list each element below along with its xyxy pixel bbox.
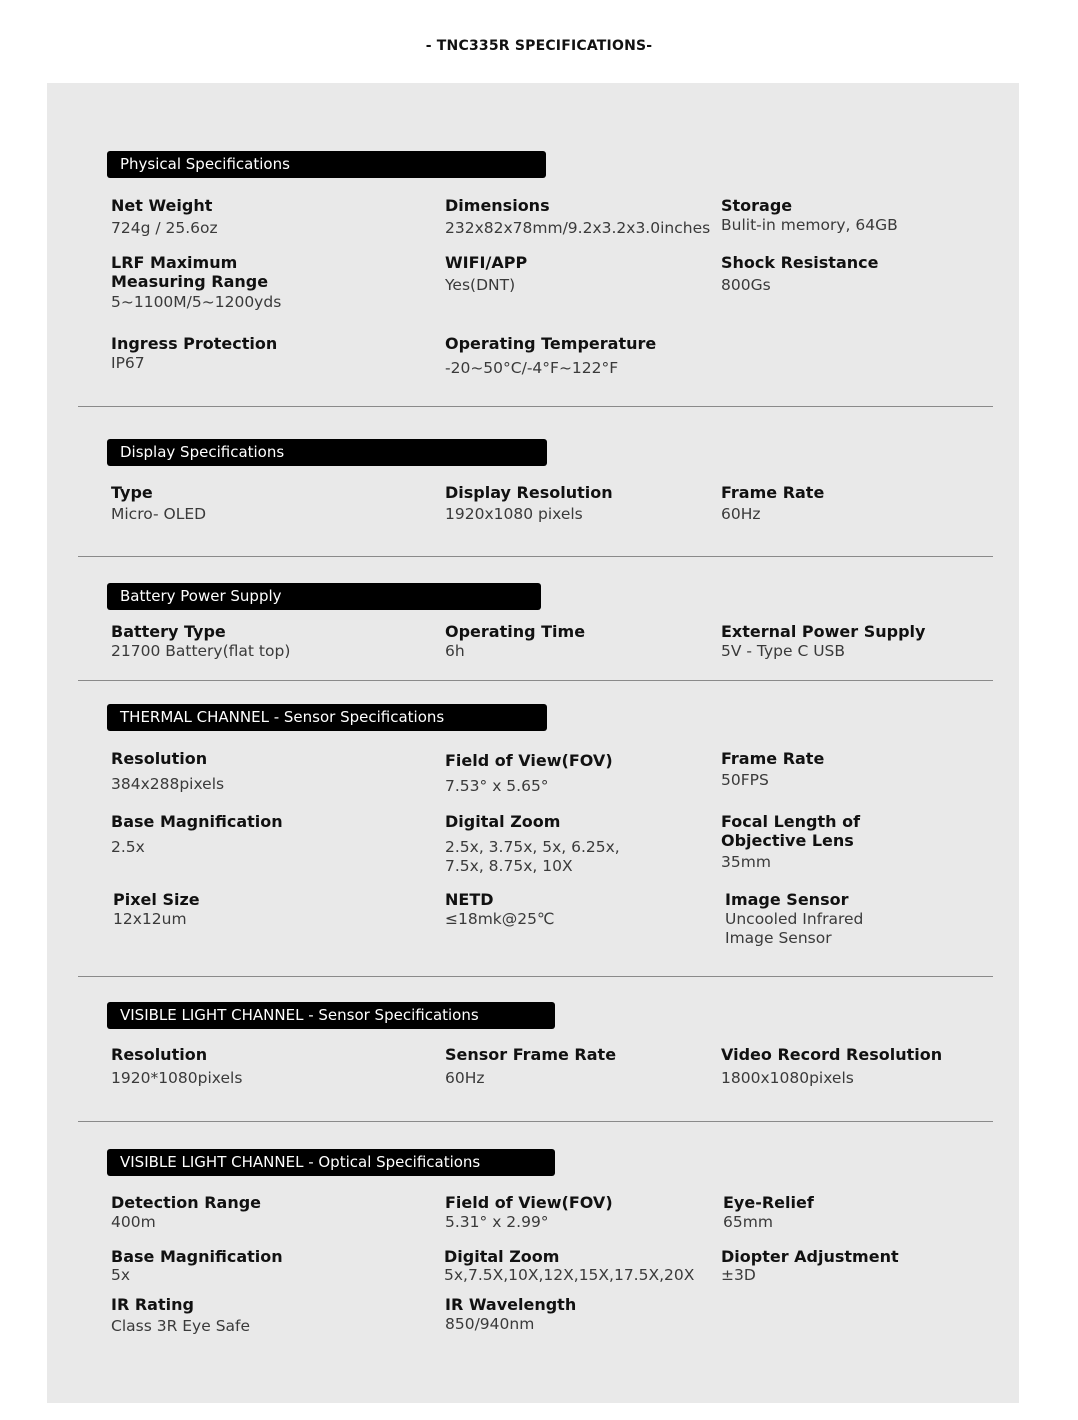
spec-value: 724g / 25.6oz	[111, 219, 218, 237]
section-divider	[78, 976, 993, 977]
spec-label: IR Rating	[111, 1295, 194, 1314]
spec-value: 7.5x, 8.75x, 10X	[445, 857, 573, 875]
spec-label: Base Magnification	[111, 812, 283, 831]
spec-value: 5.31° x 2.99°	[445, 1213, 549, 1231]
spec-value: 400m	[111, 1213, 156, 1231]
spec-thermal-focal-length	[721, 812, 860, 872]
spec-value: Yes(DNT)	[445, 276, 516, 294]
spec-value: 1920x1080 pixels	[445, 505, 583, 523]
spec-label: Display Resolution	[445, 483, 613, 502]
spec-label: Sensor Frame Rate	[445, 1045, 617, 1064]
page-title: - TNC335R SPECIFICATIONS-	[425, 38, 653, 54]
spec-ingress-protection	[111, 334, 277, 373]
spec-value: 60Hz	[445, 1069, 485, 1087]
spec-value: 5x	[111, 1266, 131, 1284]
spec-label: Pixel Size	[113, 890, 200, 909]
spec-value: Uncooled Infrared	[725, 910, 864, 928]
spec-label: Net Weight	[111, 196, 213, 215]
spec-label: Operating Time	[445, 622, 586, 641]
spec-thermal-resolution	[111, 749, 224, 794]
spec-label: Focal Length of	[721, 812, 861, 831]
spec-visible-sensor-frame-rate	[445, 1045, 616, 1088]
spec-label: Detection Range	[111, 1193, 262, 1212]
spec-label: Dimensions	[445, 196, 550, 215]
section-header-thermal: THERMAL CHANNEL - Sensor Specifications	[107, 704, 547, 731]
spec-value: 232x82x78mm/9.2x3.2x3.0inches	[445, 219, 711, 237]
spec-value: 384x288pixels	[111, 775, 225, 793]
spec-battery-type	[111, 622, 290, 661]
spec-diopter-adjustment	[721, 1247, 899, 1285]
spec-value: 5x,7.5X,10X,12X,15X,17.5X,20X	[444, 1266, 695, 1284]
section-header-visible-optical: VISIBLE LIGHT CHANNEL - Optical Specifications	[107, 1149, 555, 1176]
spec-value: 50FPS	[721, 771, 769, 789]
spec-label: Field of View(FOV)	[445, 751, 613, 770]
spec-label: Measuring Range	[111, 272, 269, 291]
spec-label: Resolution	[111, 749, 208, 768]
spec-label: Diopter Adjustment	[721, 1247, 899, 1266]
spec-value: 2.5x, 3.75x, 5x, 6.25x,	[445, 838, 620, 856]
section-header-visible-sensor: VISIBLE LIGHT CHANNEL - Sensor Specifications	[107, 1002, 555, 1029]
spec-value: Micro- OLED	[111, 505, 207, 523]
spec-lrf-range	[111, 253, 281, 312]
spec-label: External Power Supply	[721, 622, 926, 641]
spec-label: Digital Zoom	[444, 1247, 560, 1266]
spec-value: IP67	[111, 354, 145, 372]
spec-visible-video-resolution	[721, 1045, 942, 1088]
spec-eye-relief	[723, 1193, 814, 1232]
spec-label: Objective Lens	[721, 831, 854, 850]
spec-label: Base Magnification	[111, 1247, 283, 1266]
spec-visible-fov	[445, 1193, 613, 1232]
spec-value: 5~1100M/5~1200yds	[111, 293, 282, 311]
spec-value: 60Hz	[721, 505, 761, 523]
spec-net-weight	[111, 196, 218, 238]
spec-label: Ingress Protection	[111, 334, 278, 353]
section-header-battery: Battery Power Supply	[107, 583, 541, 610]
spec-label: Image Sensor	[725, 890, 849, 909]
spec-detection-range	[111, 1193, 261, 1232]
spec-label: NETD	[445, 890, 494, 909]
spec-visible-resolution	[111, 1045, 242, 1088]
spec-label: Frame Rate	[721, 749, 825, 768]
spec-value: 2.5x	[111, 838, 145, 856]
spec-thermal-netd	[445, 890, 554, 929]
spec-visible-base-magnification	[111, 1247, 283, 1285]
spec-value: 12x12um	[113, 910, 187, 928]
spec-value: ≤18mk@25℃	[445, 910, 555, 928]
spec-dimensions	[445, 196, 710, 238]
spec-label: IR Wavelength	[445, 1295, 577, 1314]
spec-value: 65mm	[723, 1213, 773, 1231]
spec-value: 800Gs	[721, 276, 771, 294]
spec-thermal-digital-zoom	[445, 812, 620, 876]
spec-label: WIFI/APP	[445, 253, 528, 272]
spec-label: Frame Rate	[721, 483, 825, 502]
spec-label: Video Record Resolution	[721, 1045, 943, 1064]
spec-shock-resistance	[721, 253, 878, 295]
spec-value: -20~50°C/-4°F~122°F	[445, 359, 619, 377]
spec-label: Shock Resistance	[721, 253, 879, 272]
spec-label: LRF Maximum	[111, 253, 238, 272]
spec-value: 850/940nm	[445, 1315, 535, 1333]
spec-value: Class 3R Eye Safe	[111, 1317, 251, 1335]
spec-label: Type	[111, 483, 153, 502]
spec-display-resolution	[445, 483, 613, 524]
spec-thermal-base-magnification	[111, 812, 283, 857]
section-divider	[78, 556, 993, 557]
section-header-display: Display Specifications	[107, 439, 547, 466]
spec-operating-temperature	[445, 334, 656, 378]
spec-thermal-frame-rate	[721, 749, 824, 790]
spec-label: Resolution	[111, 1045, 208, 1064]
section-header-physical: Physical Specifications	[107, 151, 546, 178]
spec-display-frame-rate	[721, 483, 824, 524]
spec-display-type	[111, 483, 206, 524]
spec-external-power	[721, 622, 925, 661]
spec-ir-wavelength	[445, 1295, 576, 1334]
spec-wifi-app	[445, 253, 527, 295]
spec-ir-rating	[111, 1295, 250, 1336]
spec-value: 6h	[445, 642, 465, 660]
spec-label: Operating Temperature	[445, 334, 657, 353]
spec-value: ±3D	[721, 1266, 756, 1284]
spec-visible-digital-zoom	[444, 1247, 694, 1285]
spec-label: Battery Type	[111, 622, 226, 641]
spec-value: 1920*1080pixels	[111, 1069, 243, 1087]
spec-thermal-image-sensor	[725, 890, 863, 948]
spec-label: Field of View(FOV)	[445, 1193, 613, 1212]
spec-thermal-pixel-size	[113, 890, 200, 929]
spec-label: Storage	[721, 196, 793, 215]
spec-value: 21700 Battery(flat top)	[111, 642, 291, 660]
section-divider	[78, 406, 993, 407]
spec-value: 5V - Type C USB	[721, 642, 846, 660]
spec-label: Eye-Relief	[723, 1193, 814, 1212]
section-divider	[78, 1121, 993, 1122]
spec-value: 7.53° x 5.65°	[445, 777, 549, 795]
spec-value: Bulit-in memory, 64GB	[721, 216, 898, 234]
spec-storage	[721, 196, 898, 235]
spec-label: Digital Zoom	[445, 812, 561, 831]
section-divider	[78, 680, 993, 681]
spec-operating-time	[445, 622, 585, 661]
spec-value: 1800x1080pixels	[721, 1069, 854, 1087]
spec-thermal-fov	[445, 751, 613, 796]
spec-value: Image Sensor	[725, 929, 832, 947]
spec-value: 35mm	[721, 853, 771, 871]
